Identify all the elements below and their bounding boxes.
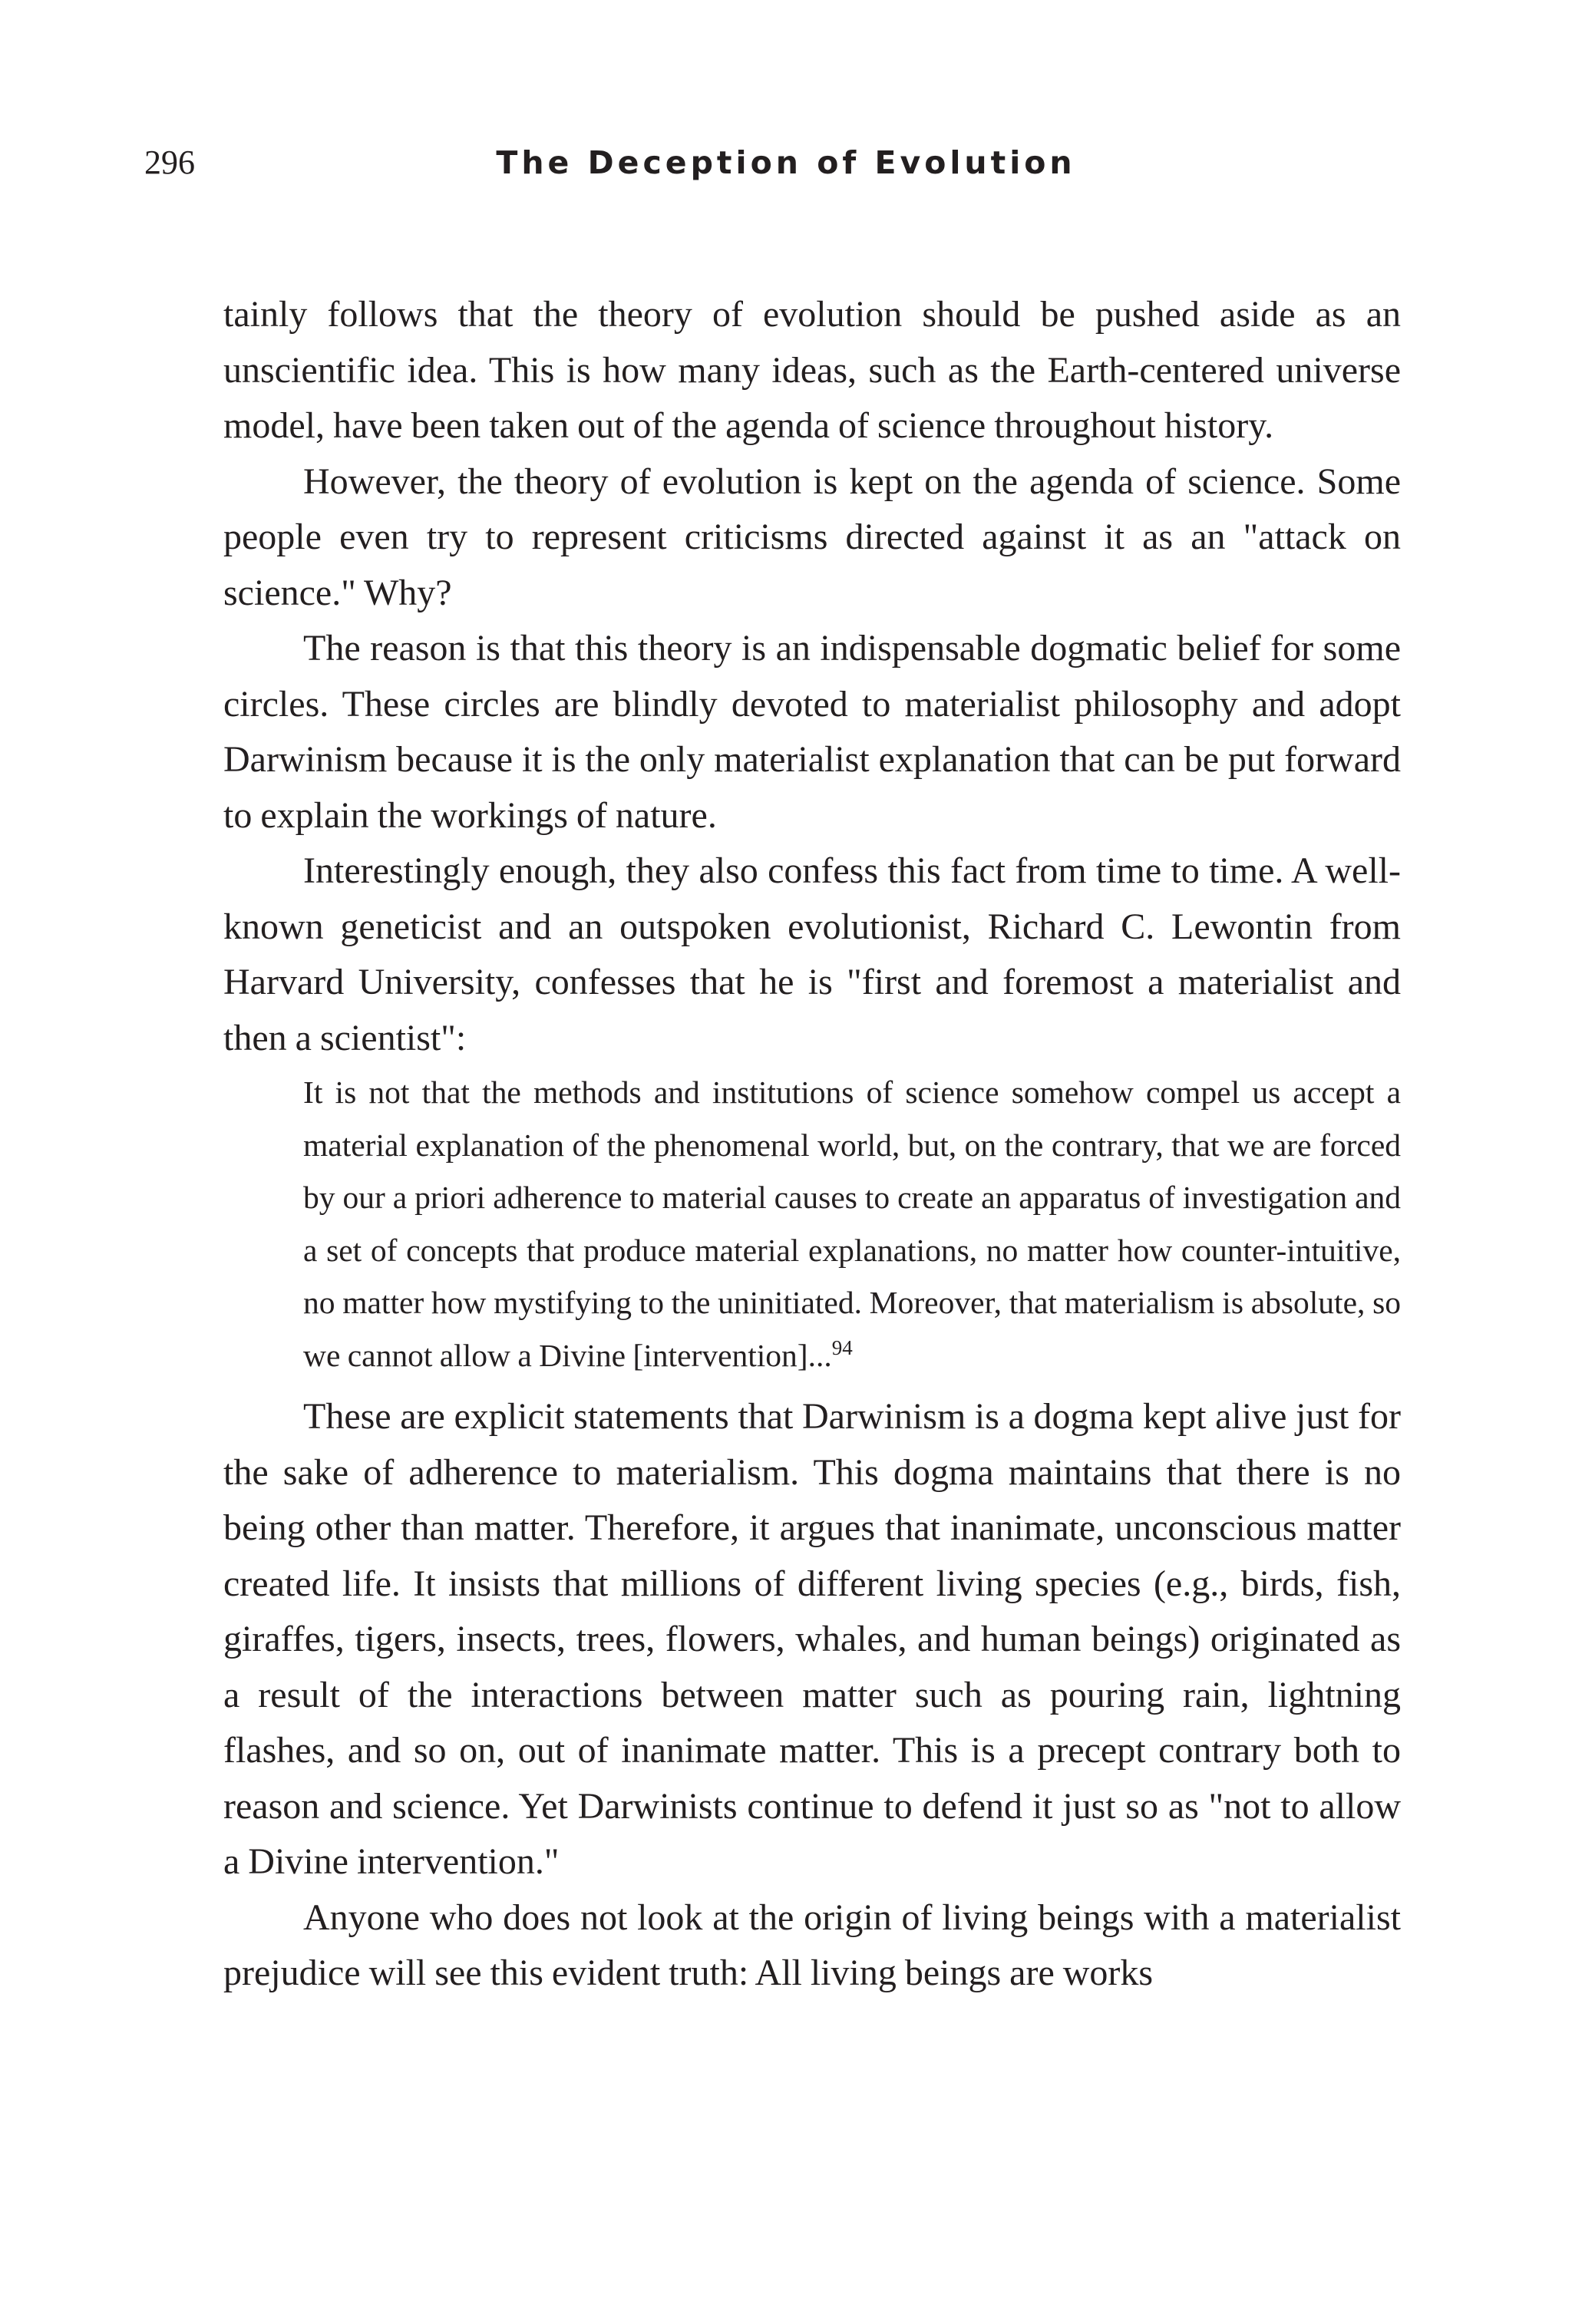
block-quote-text: It is not that the methods and institutions of science somehow compel us accept a material explanation of the phenomenal world, but, on the contrary, that we are forced by our a priori adherence to material causes to create an apparatus of investigation and a set of concepts that produce material explanations, no matter how counter-intuitive, no matter how mystifying to the uninitiated. Moreover, that materialism is absolute, so we cannot allow a Divine [intervention]...	[303, 1075, 1401, 1373]
block-quote	[303, 1066, 1401, 1382]
paragraph: Anyone who does not look at the origin of living beings with a materialist prejudice will see this evident truth: All living beings are works	[223, 1897, 1401, 1993]
page-number: 296	[144, 144, 195, 181]
paragraph: The reason is that this theory is an indispensable dogmatic belief for some circles. These circles are blindly devoted to materialist philosophy and adopt Darwinism because it is the only materialist explanation that can be put forward to explain the workings of nature.	[223, 628, 1401, 836]
paragraph: These are explicit statements that Darwinism is a dogma kept alive just for the sake of adherence to materialism. This dogma maintains that there is no being other than matter. Therefore, it argues that inanimate, unconscious matter created life. It insists that millions of different living species (e.g., birds, fish, giraffes, tigers, insects, trees, flowers, whales, and human beings) originated as a result of the interactions between matter such as pouring rain, lightning flashes, and so on, out of inanimate matter. This is a precept contrary both to reason and science. Yet Darwinists continue to defend it just so as "not to allow a Divine intervention."	[223, 1396, 1401, 1882]
footnote-marker[interactable]: 94	[831, 1335, 853, 1359]
paragraph-continued: tainly follows that the theory of evolution should be pushed aside as an unscientific idea. This is how many ideas, such as the Earth-centered universe model, have been taken out of the agenda of science throughout history.	[223, 294, 1401, 446]
running-title: The Deception of Evolution	[496, 144, 1076, 181]
paragraph: Interestingly enough, they also confess this fact from time to time. A well-known geneticist and an outspoken evolutionist, Richard C. Lewontin from Harvard University, confesses that he is "first and foremost a materialist and then a scientist":	[223, 850, 1401, 1058]
paragraph: However, the theory of evolution is kept on the agenda of science. Some people even try to represent criticisms directed against it as an "attack on science." Why?	[223, 461, 1401, 613]
body-text	[223, 287, 1401, 2002]
